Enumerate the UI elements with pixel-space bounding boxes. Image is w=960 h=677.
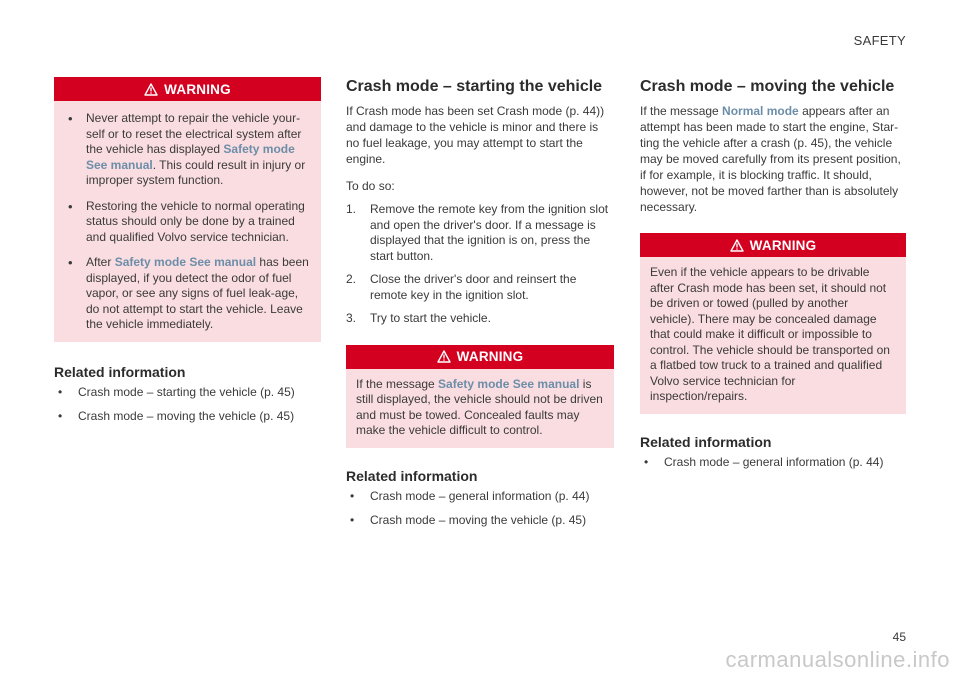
related-link[interactable]: • Crash mode – moving the vehicle (p. 45) bbox=[54, 408, 321, 424]
related-title: Related information bbox=[54, 363, 186, 380]
warning-item: • After Safety mode See manual has been displayed, if you detect the odor of fuel vapor, or see any signs of fuel leak-age, do not attempt to start the vehicle. Leave the vehicle immediately. bbox=[64, 255, 311, 333]
message-highlight: Normal mode bbox=[722, 104, 799, 118]
warning-header bbox=[346, 345, 614, 369]
intro-paragraph: If the message Normal mode appears after an attempt has been made to start the engine, Star-ting the vehicle after a crash (p. 45), the vehicle may be moved carefully from its present position, if for example, it is blocking traffic. It should, however, not be moved farther than is absolutely necessary. bbox=[640, 104, 901, 214]
column-3 bbox=[640, 77, 906, 478]
warning-box bbox=[54, 77, 321, 342]
warning-triangle-icon bbox=[730, 239, 744, 252]
related-information bbox=[640, 434, 906, 470]
step-item: 1. Remove the remote key from the ignition slot and open the driver's door. If a message is displayed that the ignition is on, press the start button. bbox=[346, 202, 609, 263]
warning-box bbox=[346, 345, 614, 448]
steps-list bbox=[346, 202, 614, 327]
related-link[interactable]: • Crash mode – starting the vehicle (p. 45) bbox=[54, 384, 321, 400]
related-information bbox=[346, 468, 614, 528]
watermark: carmanualsonline.info bbox=[725, 647, 950, 672]
step-item: 2. Close the driver's door and reinsert the remote key in the ignition slot. bbox=[346, 272, 577, 302]
related-link[interactable]: • Crash mode – moving the vehicle (p. 45) bbox=[346, 512, 614, 528]
section-title: Crash mode – starting the vehicle bbox=[346, 78, 603, 95]
warning-box bbox=[640, 233, 906, 414]
warning-item: • Never attempt to repair the vehicle your-self or to reset the electrical system after the vehicle has displayed Safety mode See manual. This could result in injury or improper system function. bbox=[64, 111, 311, 189]
related-title: Related information bbox=[640, 433, 772, 450]
warning-body bbox=[54, 101, 321, 342]
todo-label: To do so: bbox=[346, 179, 395, 193]
warning-header bbox=[54, 77, 321, 101]
related-information bbox=[54, 364, 321, 424]
warning-body: If the message Safety mode See manual is still displayed, the vehicle should not be driven and must be towed. Concealed faults may make the vehicle difficult to control. bbox=[346, 369, 614, 448]
warning-triangle-icon bbox=[437, 350, 451, 363]
related-title: Related information bbox=[346, 467, 478, 484]
column-2 bbox=[346, 77, 614, 536]
section-header: SAFETY bbox=[853, 33, 906, 48]
section-title: Crash mode – moving the vehicle bbox=[640, 78, 895, 95]
warning-item: • Restoring the vehicle to normal operating status should only be done by a trained and qualified Volvo service technician. bbox=[64, 199, 311, 246]
warning-body: Even if the vehicle appears to be drivable after Crash mode has been set, it should not be driven or towed (pulled by another vehicle). There may be concealed damage that could make it difficult or impossible to control. The vehicle should be transported on a flatbed tow truck to a trained and qualified Volvo service technician for inspection/repairs. bbox=[640, 257, 906, 414]
column-1 bbox=[54, 77, 321, 432]
intro-paragraph: If Crash mode has been set Crash mode (p. 44)) and damage to the vehicle is minor and there is no fuel leakage, you may attempt to start the engine. bbox=[346, 104, 605, 166]
message-highlight: Safety mode See manual bbox=[438, 376, 580, 391]
message-highlight: Safety mode See manual bbox=[114, 255, 257, 269]
warning-header bbox=[640, 233, 906, 257]
warning-triangle-icon bbox=[144, 83, 158, 96]
warning-title: WARNING bbox=[456, 349, 524, 364]
page-number: 45 bbox=[892, 630, 906, 644]
related-link[interactable]: • Crash mode – general information (p. 44) bbox=[346, 488, 614, 504]
warning-title: WARNING bbox=[164, 81, 231, 97]
message-highlight: Safety mode See manual bbox=[86, 142, 295, 172]
related-link[interactable]: • Crash mode – general information (p. 44) bbox=[640, 454, 906, 470]
step-item: 3. Try to start the vehicle. bbox=[346, 311, 491, 325]
warning-title: WARNING bbox=[749, 237, 817, 253]
